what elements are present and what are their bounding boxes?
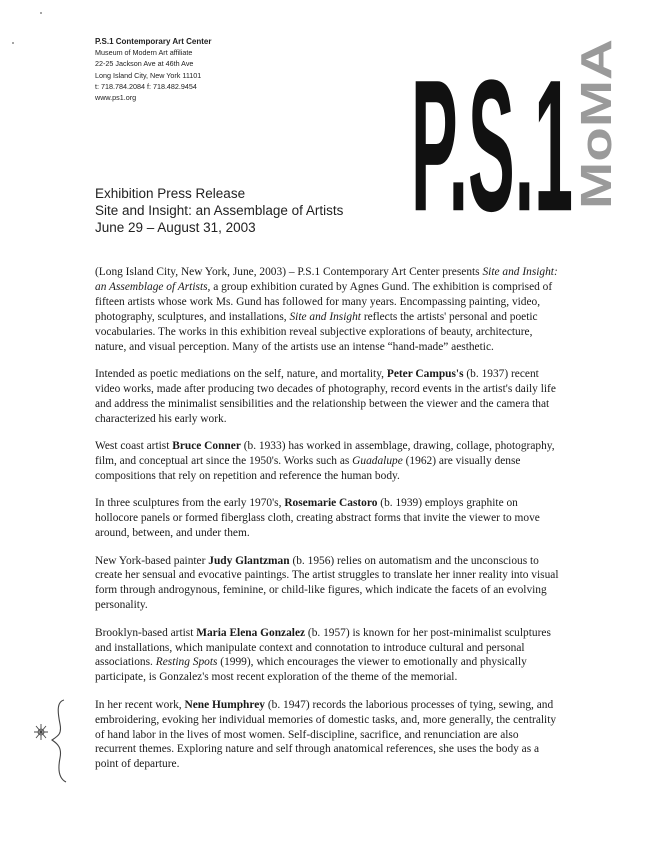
release-type: Exhibition Press Release (95, 186, 246, 201)
letterhead-org: P.S.1 Contemporary Art Center (95, 37, 212, 46)
paragraph-text: (Long Island City, New York, June, 2003) – P.S.1 Contemporary Art Center presents (95, 266, 483, 278)
paragraph-text: (b. 1956) relies on automatism and the unconscious to create her sensual and evocative paintings. The artist struggles to translate her inner reality into visual form through androgynous, feminine, or child-like figures, which indicate the facets of an evolving personality. (95, 554, 559, 612)
work-title: Site and Insight (289, 310, 361, 323)
ps1-moma-logo (411, 24, 621, 251)
letterhead-affiliate: Museum of Modern Art affiliate (95, 48, 193, 58)
paragraph-text: (b. 1957) is known for her post-minimalist sculptures and installations, which manipulate context and connotation to introduce cultural and personal associations. (95, 626, 551, 669)
letterhead-address-line-1: 22-25 Jackson Ave at 46th Ave (95, 59, 194, 69)
body-paragraph (95, 698, 561, 773)
artist-name: Nene Humphrey (184, 698, 265, 711)
paragraph-text: In three sculptures from the early 1970's, (95, 497, 285, 510)
handwritten-margin-mark (28, 696, 88, 784)
exhibition-title: Site and Insight: an Assemblage of Artists (95, 203, 344, 218)
paragraph-text: New York-based painter (95, 554, 209, 567)
logo-moma-wordmark: MoMA (572, 77, 621, 209)
artist-name: Bruce Conner (172, 440, 241, 453)
letterhead-website: www.ps1.org (95, 93, 137, 103)
letterhead-phone: t: 718.784.2084 f: 718.482.9454 (95, 81, 197, 91)
body-paragraph (95, 554, 561, 614)
artist-name: Peter Campus's (386, 367, 464, 380)
scan-speck (12, 42, 14, 44)
body-paragraph (95, 367, 561, 427)
paragraph-text: In her recent work, (95, 698, 185, 711)
paragraph-text: Intended as poetic mediations on the self, nature, and mortality, (95, 367, 387, 380)
paragraph-text: reflects the artists' personal and poetic vocabularies. The works in this exhibition reveal subjective explorations of beauty, architecture, nature, and visual perception. Many of the artists use an intense “hand-made” aesthetic. (95, 310, 538, 353)
paragraph-text: (1999), which encourages the viewer to emotionally and physically participate, is Gonzalez's most recent exploration of the theme of the memorial. (95, 656, 527, 684)
paragraph-text: (b. 1939) employs graphite on hollocore panels or formed fiberglass cloth, creating abstract forms that invite the viewer to move around, between, and under them. (95, 497, 540, 540)
body-paragraph (95, 626, 561, 686)
exhibition-dates: June 29 – August 31, 2003 (95, 220, 256, 235)
release-header (95, 185, 343, 236)
letterhead (95, 36, 315, 103)
body-paragraph (95, 496, 561, 541)
artist-name: Judy Glantzman (208, 554, 290, 567)
logo-ps1-wordmark: P.S.1 (411, 40, 573, 251)
paragraph-text: a group exhibition curated by Agnes Gund. The exhibition is comprised of fifteen artists whose work Ms. Gund has followed for many years. Encompassing painting, video, photography, sculptures, and installations, (95, 280, 553, 323)
artist-name: Maria Elena Gonzalez (196, 626, 306, 639)
work-title: Resting Spots (155, 656, 218, 669)
paragraph-text: (1962) are visually dense compositions that rely on repetition and reference the human body. (95, 454, 521, 482)
paragraph-text: (b. 1947) records the laborious processes of tying, sewing, and embroidering, evoking her individual memories of domestic tasks, and, more generally, the centrality of hand labor in the lives of most women. Self-discipline, sacrifice, and renunciation are also recurrent themes. Exploring nature and self through anatomical references, she uses the body as a point of departure. (95, 698, 557, 771)
paragraph-text: (b. 1933) has worked in assemblage, drawing, collage, photography, film, and conceptual art since the 1950's. Works such as (95, 440, 555, 467)
work-title: Site and Insight: an Assemblage of Artists, (95, 266, 558, 293)
artist-name: Rosemarie Castoro (284, 497, 378, 510)
paragraph-text: Brooklyn-based artist (95, 626, 197, 639)
scan-speck (40, 12, 42, 14)
work-title: Guadalupe (352, 454, 403, 467)
body-paragraph (95, 265, 561, 354)
paragraph-text: West coast artist (95, 440, 173, 453)
release-body (95, 265, 561, 785)
body-paragraph (95, 439, 561, 484)
paragraph-text: (b. 1937) recent video works, made after producing two decades of photography, record events in the artist's daily life and address the minimalist sensibilities and the relationship between the viewer and the camera that characterized his early work. (95, 367, 556, 425)
letterhead-address-line-2: Long Island City, New York 11101 (95, 70, 202, 80)
